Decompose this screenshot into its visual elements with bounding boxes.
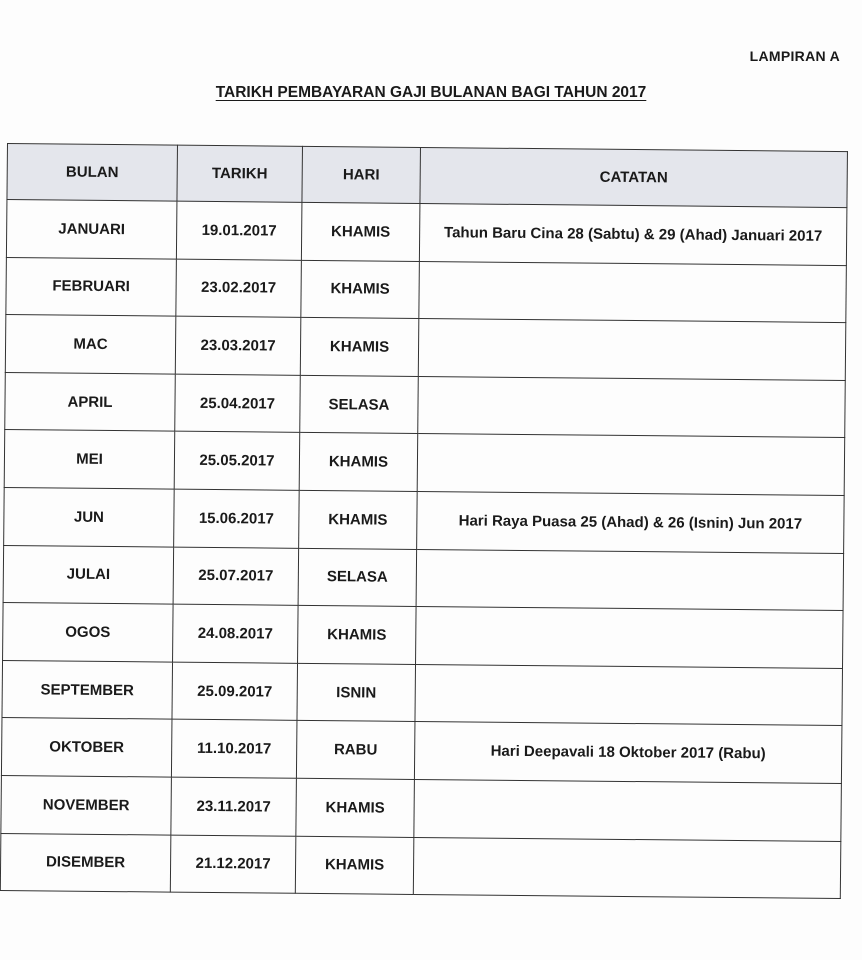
- cell-catatan: Hari Raya Puasa 25 (Ahad) & 26 (Isnin) Jun 2017: [417, 491, 845, 553]
- cell-catatan: [419, 261, 847, 323]
- cell-bulan: NOVEMBER: [1, 775, 172, 834]
- column-header-tarikh: TARIKH: [177, 145, 303, 202]
- cell-catatan: Hari Deepavali 18 Oktober 2017 (Rabu): [414, 722, 842, 784]
- cell-bulan: SEPTEMBER: [2, 660, 173, 719]
- cell-hari: ISNIN: [297, 663, 416, 722]
- cell-hari: KHAMIS: [295, 836, 414, 895]
- cell-catatan: [413, 837, 841, 899]
- cell-tarikh: 15.06.2017: [174, 489, 300, 548]
- cell-hari: SELASA: [300, 375, 419, 434]
- cell-tarikh: 25.07.2017: [173, 547, 299, 606]
- table-row: [3, 603, 844, 669]
- column-header-hari: HARI: [302, 146, 421, 203]
- cell-hari: KHAMIS: [301, 260, 420, 319]
- cell-catatan: [414, 779, 842, 841]
- cell-catatan: [416, 549, 844, 611]
- lampiran-label: LAMPIRAN A: [749, 48, 840, 64]
- cell-hari: KHAMIS: [299, 433, 418, 492]
- cell-hari: KHAMIS: [296, 778, 415, 837]
- table-row: [5, 372, 846, 438]
- table-row: [6, 257, 847, 323]
- cell-tarikh: 25.09.2017: [172, 662, 298, 721]
- cell-bulan: APRIL: [5, 372, 176, 431]
- column-header-bulan: BULAN: [7, 144, 178, 202]
- cell-tarikh: 24.08.2017: [173, 604, 299, 663]
- cell-bulan: DISEMBER: [0, 833, 171, 892]
- table-row: [5, 315, 846, 381]
- cell-hari: KHAMIS: [298, 605, 417, 664]
- table-row: [4, 487, 845, 553]
- cell-catatan: Tahun Baru Cina 28 (Sabtu) & 29 (Ahad) Januari 2017: [419, 203, 847, 265]
- cell-catatan: [418, 376, 846, 438]
- cell-bulan: MEI: [4, 430, 175, 489]
- table-row: [3, 545, 844, 611]
- cell-bulan: OKTOBER: [1, 718, 172, 777]
- table-row: [0, 833, 841, 899]
- cell-hari: KHAMIS: [301, 202, 420, 261]
- cell-bulan: JUN: [4, 487, 175, 546]
- cell-hari: KHAMIS: [300, 318, 419, 377]
- salary-schedule-table: [0, 143, 848, 899]
- document-title-text: TARIKH PEMBAYARAN GAJI BULANAN BAGI TAHUN 2017: [215, 84, 647, 101]
- cell-tarikh: 25.04.2017: [175, 374, 301, 433]
- cell-catatan: [416, 607, 844, 669]
- cell-tarikh: 23.02.2017: [176, 259, 302, 318]
- table-row: [4, 430, 845, 496]
- cell-hari: SELASA: [298, 548, 417, 607]
- table-row: [6, 200, 847, 266]
- cell-catatan: [415, 664, 843, 726]
- cell-tarikh: 19.01.2017: [176, 201, 302, 260]
- cell-bulan: OGOS: [3, 603, 174, 662]
- cell-tarikh: 23.11.2017: [171, 777, 297, 836]
- cell-bulan: MAC: [5, 315, 176, 374]
- cell-catatan: [418, 319, 846, 381]
- table-row: [2, 660, 843, 726]
- cell-catatan: [417, 434, 845, 496]
- document-title: [0, 84, 862, 102]
- table-header: [7, 144, 847, 208]
- table-body: [0, 200, 847, 899]
- cell-tarikh: 25.05.2017: [174, 431, 300, 490]
- cell-bulan: JULAI: [3, 545, 174, 604]
- cell-hari: KHAMIS: [299, 490, 418, 549]
- table-row: [1, 718, 842, 784]
- cell-hari: RABU: [296, 721, 415, 780]
- cell-bulan: JANUARI: [6, 200, 177, 259]
- column-header-catatan: CATATAN: [420, 147, 848, 207]
- cell-tarikh: 11.10.2017: [171, 719, 297, 778]
- cell-tarikh: 23.03.2017: [175, 316, 301, 375]
- table-header-row: [7, 144, 847, 208]
- cell-tarikh: 21.12.2017: [170, 835, 296, 894]
- cell-bulan: FEBRUARI: [6, 257, 177, 316]
- table-row: [1, 775, 842, 841]
